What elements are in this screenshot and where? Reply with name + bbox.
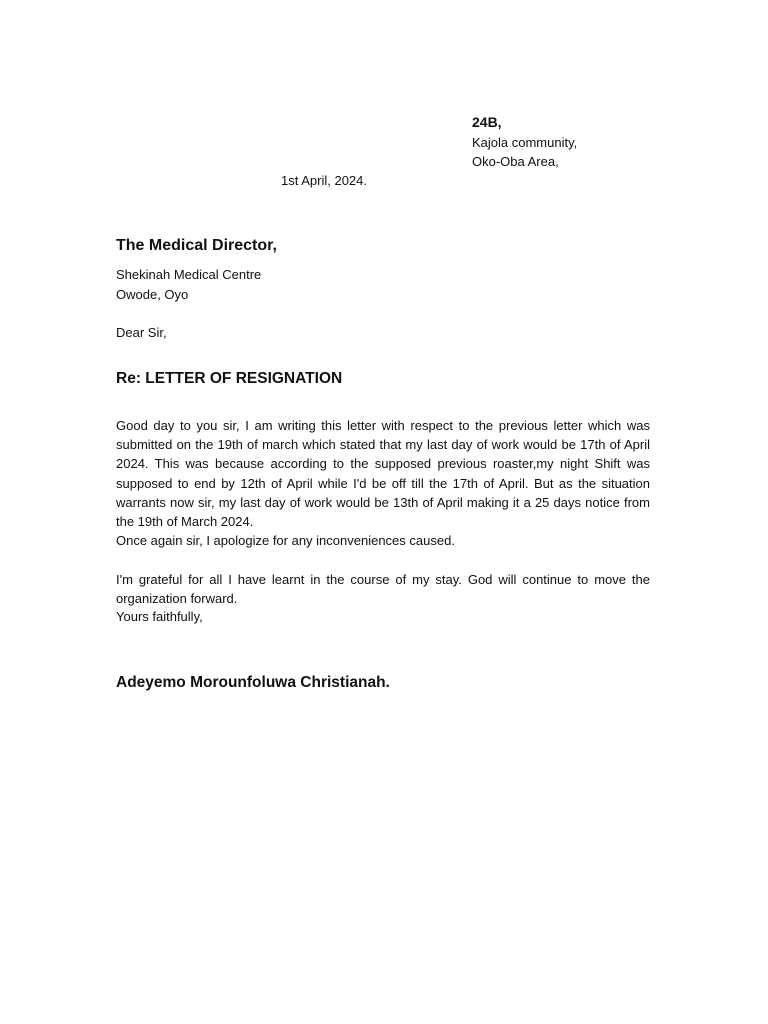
closing: Yours faithfully, <box>116 609 203 624</box>
recipient-title: The Medical Director, <box>116 237 277 254</box>
recipient-block <box>116 235 656 304</box>
body-paragraph-1: Good day to you sir, I am writing this letter with respect to the previous letter which was submitted on the 19th of march which stated that my last day of work would be 17th of April 2024. This was because according to the supposed previous roaster,my night Shift was supposed to end by 12th of April while I'd be off till the 17th of April. But as the situation warrants now sir, my last day of work would be 13th of April making it a 25 days notice from the 19th of March 2024. <box>116 418 650 530</box>
paragraph-spacer <box>116 550 650 569</box>
subject-line: Re: LETTER OF RESIGNATION <box>116 370 343 387</box>
letter-date: 1st April, 2024. <box>281 173 367 188</box>
signature-name: Adeyemo Morounfoluwa Christianah. <box>116 674 390 691</box>
sender-address <box>472 113 577 172</box>
body-paragraph-2: Once again sir, I apologize for any inconveniences caused. <box>116 533 455 549</box>
letter-body <box>116 416 650 608</box>
body-paragraph-3: I'm grateful for all I have learnt in the course of my stay. God will continue to move the organization forward. <box>116 571 650 606</box>
recipient-line-2: Owode, Oyo <box>116 286 189 302</box>
address-line-2: Kajola community, <box>472 134 578 150</box>
address-line-3: Oko-Oba Area, <box>472 154 559 169</box>
address-line-1: 24B, <box>472 114 502 130</box>
salutation: Dear Sir, <box>116 325 167 340</box>
recipient-line-1: Shekinah Medical Centre <box>116 267 262 282</box>
